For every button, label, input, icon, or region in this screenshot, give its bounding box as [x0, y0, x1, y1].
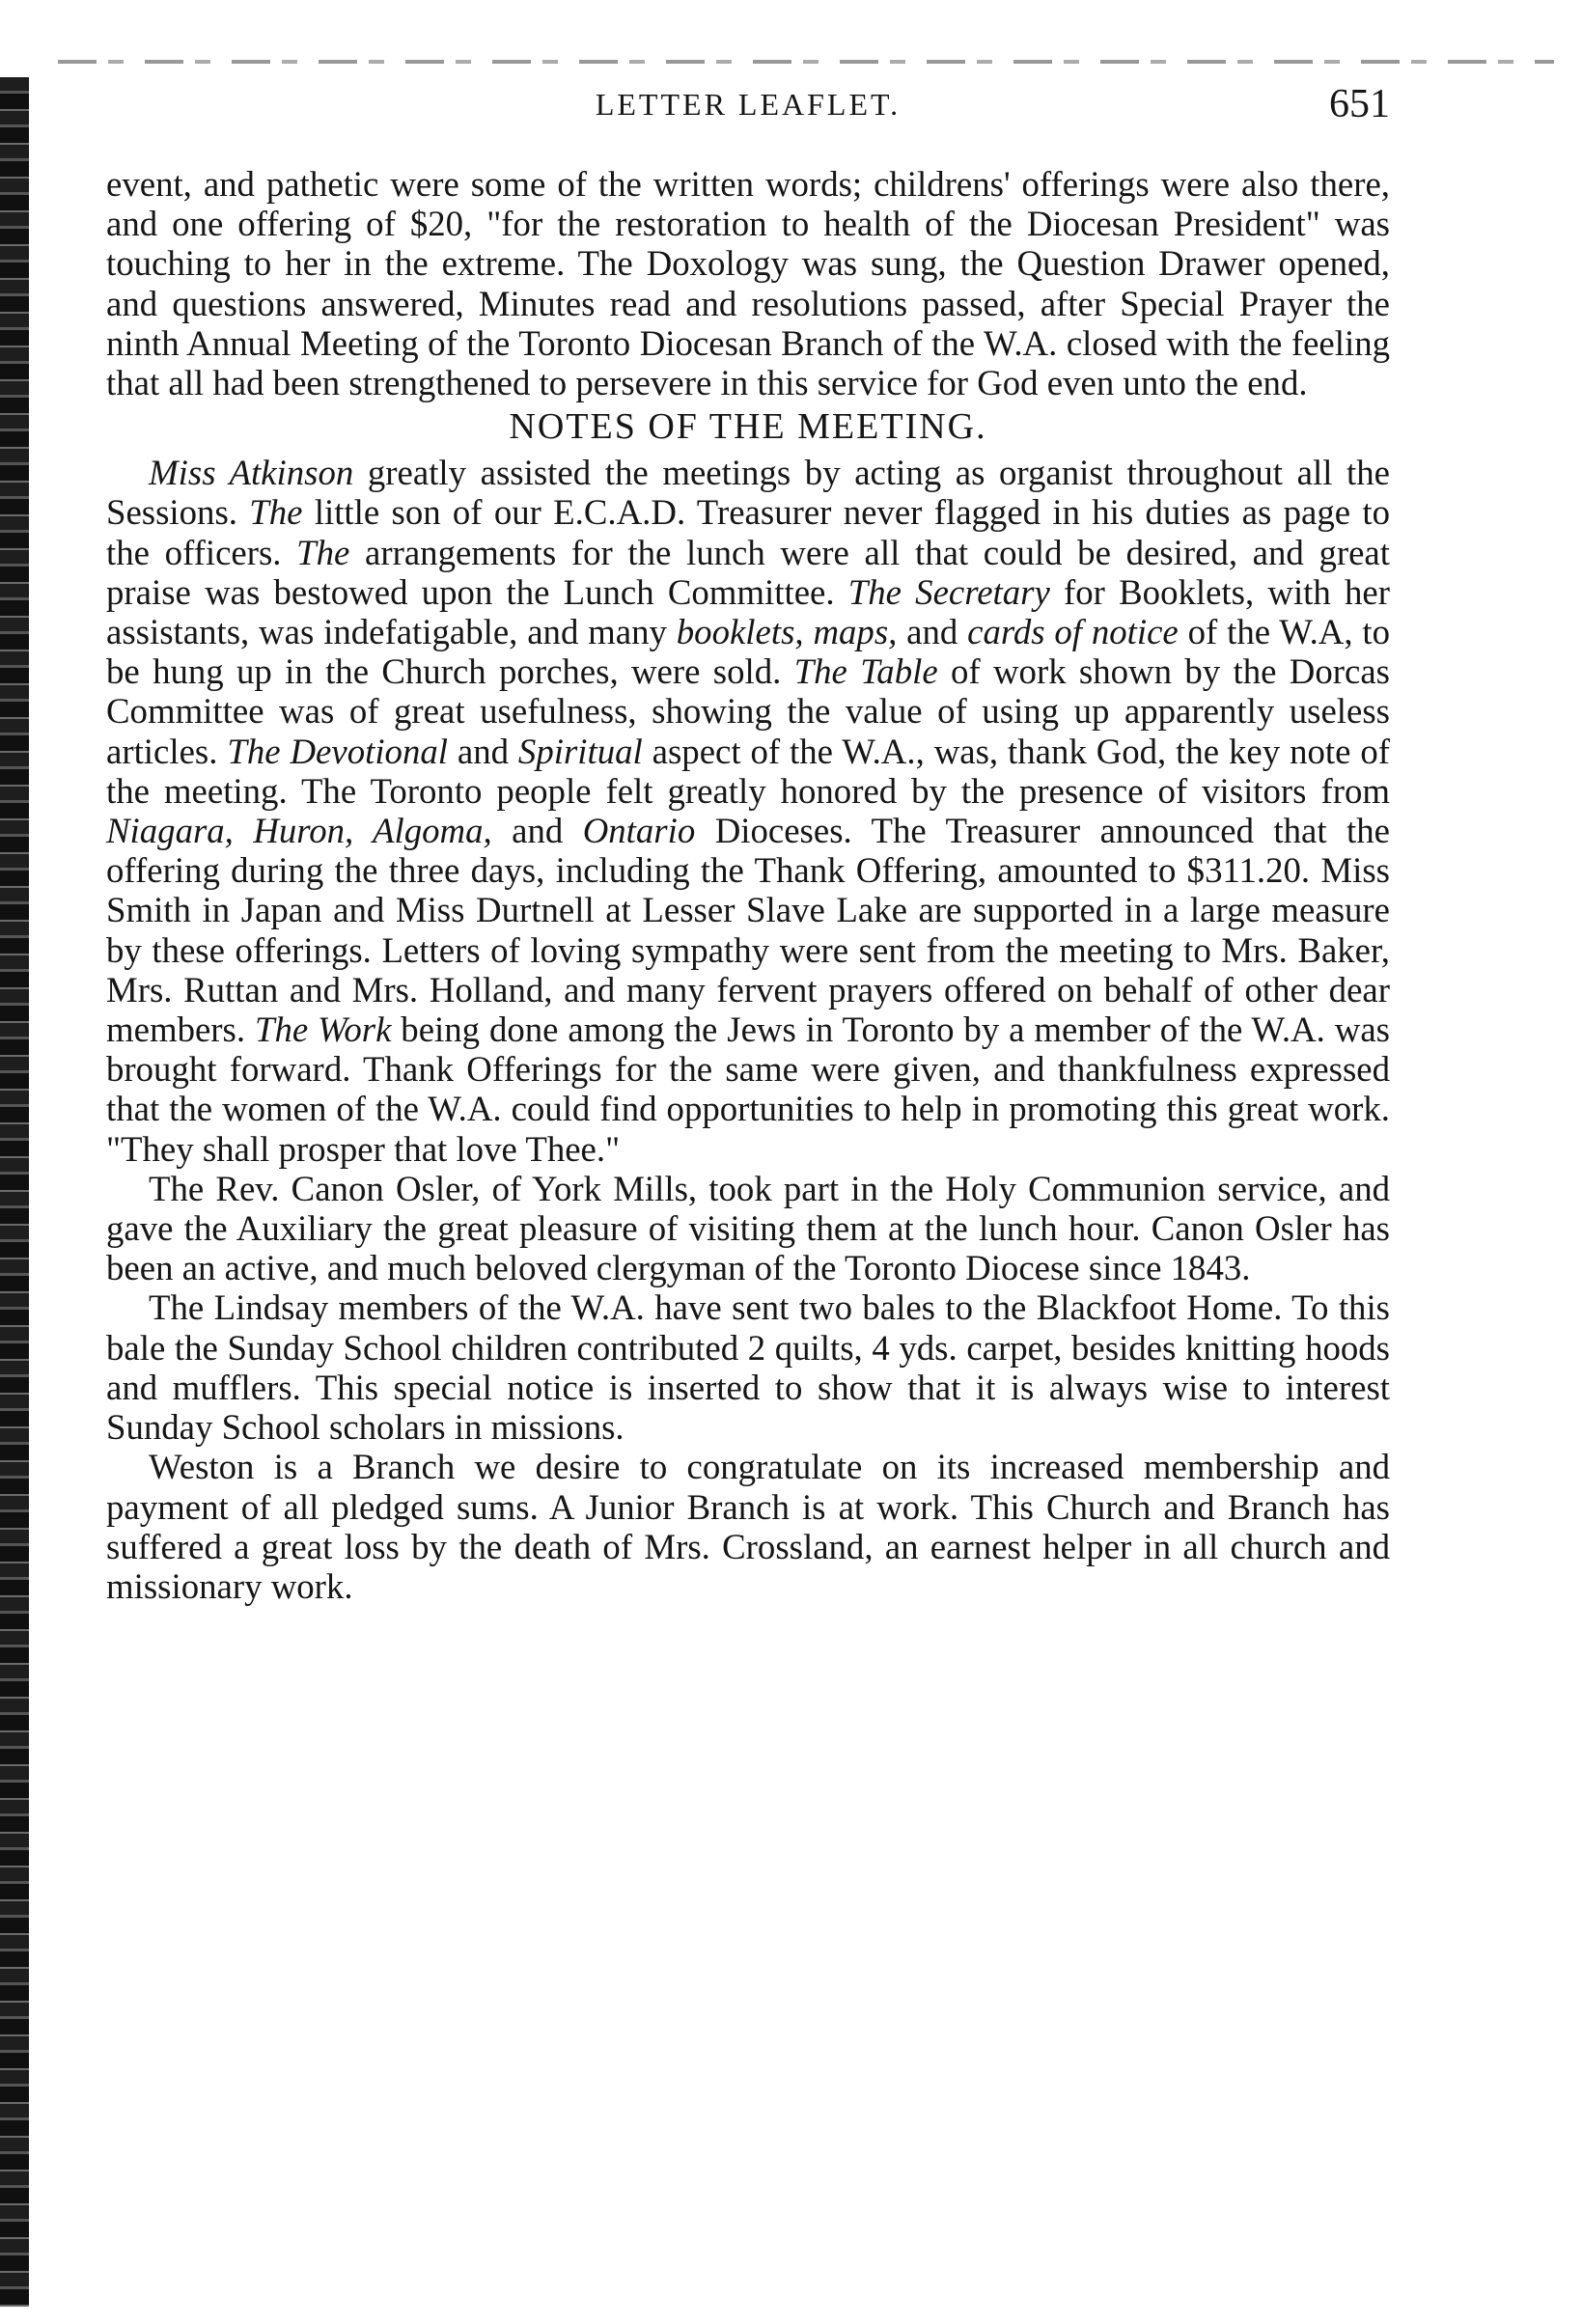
- italic-text: The: [249, 492, 303, 533]
- section-heading: NOTES OF THE MEETING.: [509, 406, 987, 448]
- italic-text: Spiritual: [517, 731, 643, 771]
- text-run: being done among the Jews in Toronto by a member of the W.A. was brought forward. Thank Offerings for the same were given, and thankfulness expressed that the women of the W.A. could find opportunities to help in promoting this great work. "They shall prosper that love Thee.": [106, 1010, 1390, 1169]
- text-run: and: [447, 731, 518, 771]
- italic-text: Niagara, Huron, Algoma,: [106, 811, 492, 851]
- italic-text: cards of notice: [967, 612, 1179, 652]
- text-run: aspect of the W.A., was, thank God, the key note of the meeting. The Toronto people felt greatly honored by the presence of visitors from: [106, 731, 1390, 811]
- body-paragraph: [106, 1287, 1390, 1447]
- text-run: little son of our E.C.A.D. Treasurer never flagged in his duties as page to the officers.: [106, 492, 1390, 572]
- text-run: of the W.A, to be hung up in the Church porches, were sold.: [106, 612, 1390, 692]
- italic-text: The: [296, 532, 350, 572]
- text-run: for Booklets, with her assistants, was indefatigable, and many: [106, 571, 1390, 652]
- italic-text: The Devotional: [227, 731, 448, 771]
- italic-text: Ontario: [582, 811, 696, 851]
- italic-text: The Table: [793, 651, 938, 692]
- text-run: greatly assisted the meetings by acting as organist throughout all the Sessions.: [106, 453, 1390, 533]
- page-number: 651: [1329, 82, 1390, 126]
- italic-text: booklets, maps,: [676, 612, 898, 652]
- text-run: and: [897, 612, 968, 652]
- italic-text: Miss Atkinson: [149, 453, 354, 493]
- italic-text: The Secretary: [847, 571, 1050, 612]
- body-paragraph: [106, 164, 1390, 402]
- text-run: and: [491, 811, 583, 851]
- top-rule: [58, 60, 1554, 64]
- body-paragraph: [106, 1447, 1390, 1606]
- italic-text: The Work: [254, 1010, 392, 1050]
- body-paragraph: [106, 453, 1390, 1169]
- text-run: Dioceses. The Treasurer announced that the offering during the three days, including the Thank Offering, amounted to $311.20. Miss Smith in Japan and Miss Durtnell at Lesser Slave Lake are supported in a large measure by these offerings. Letters of loving sympathy were sent from the meeting to Mrs. Baker, Mrs. Ruttan and Mrs. Holland, and many fervent prayers offered on behalf of other dear members.: [106, 811, 1390, 1050]
- body-paragraph: [106, 1169, 1390, 1288]
- text-run: event, and pathetic were some of the written words; childrens' offerings were also there, and one offering of $20, "for the restoration to health of the Diocesan President" was touching to her in the extreme. The Doxology was sung, the Question Drawer opened, and questions answered, Minutes read and resolutions passed, after Special Prayer the ninth Annual Meeting of the Toronto Diocesan Branch of the W.A. closed with the feeling that all had been strengthened to persevere in this service for God even unto the end.: [106, 164, 1390, 403]
- running-title: LETTER LEAFLET.: [595, 87, 902, 122]
- text-run: The Rev. Canon Osler, of York Mills, took part in the Holy Communion service, and gave the Auxiliary the great pleasure of visiting them at the lunch hour. Canon Osler has been an active, and much beloved clergyman of the Toronto Diocese since 1843.: [106, 1168, 1390, 1288]
- text-run: of work shown by the Dorcas Committee was of great usefulness, showing the value of using up apparently useless articles.: [106, 651, 1390, 771]
- scanned-binding-edge: [0, 77, 29, 2307]
- text-run: arrangements for the lunch were all that could be desired, and great praise was bestowed upon the Lunch Committee.: [106, 532, 1390, 612]
- text-run: The Lindsay members of the W.A. have sent two bales to the Blackfoot Home. To this bale the Sunday School children contributed 2 quilts, 4 yds. carpet, besides knitting hoods and mufflers. This special notice is inserted to show that it is always wise to interest Sunday School scholars in missions.: [106, 1287, 1390, 1448]
- running-header: [106, 82, 1390, 133]
- page-body: [106, 164, 1390, 1606]
- text-run: Weston is a Branch we desire to congratulate on its increased membership and payment of all pledged sums. A Junior Branch is at work. This Church and Branch has suffered a great loss by the death of Mrs. Crossland, an earnest helper in all church and missionary work.: [106, 1447, 1390, 1606]
